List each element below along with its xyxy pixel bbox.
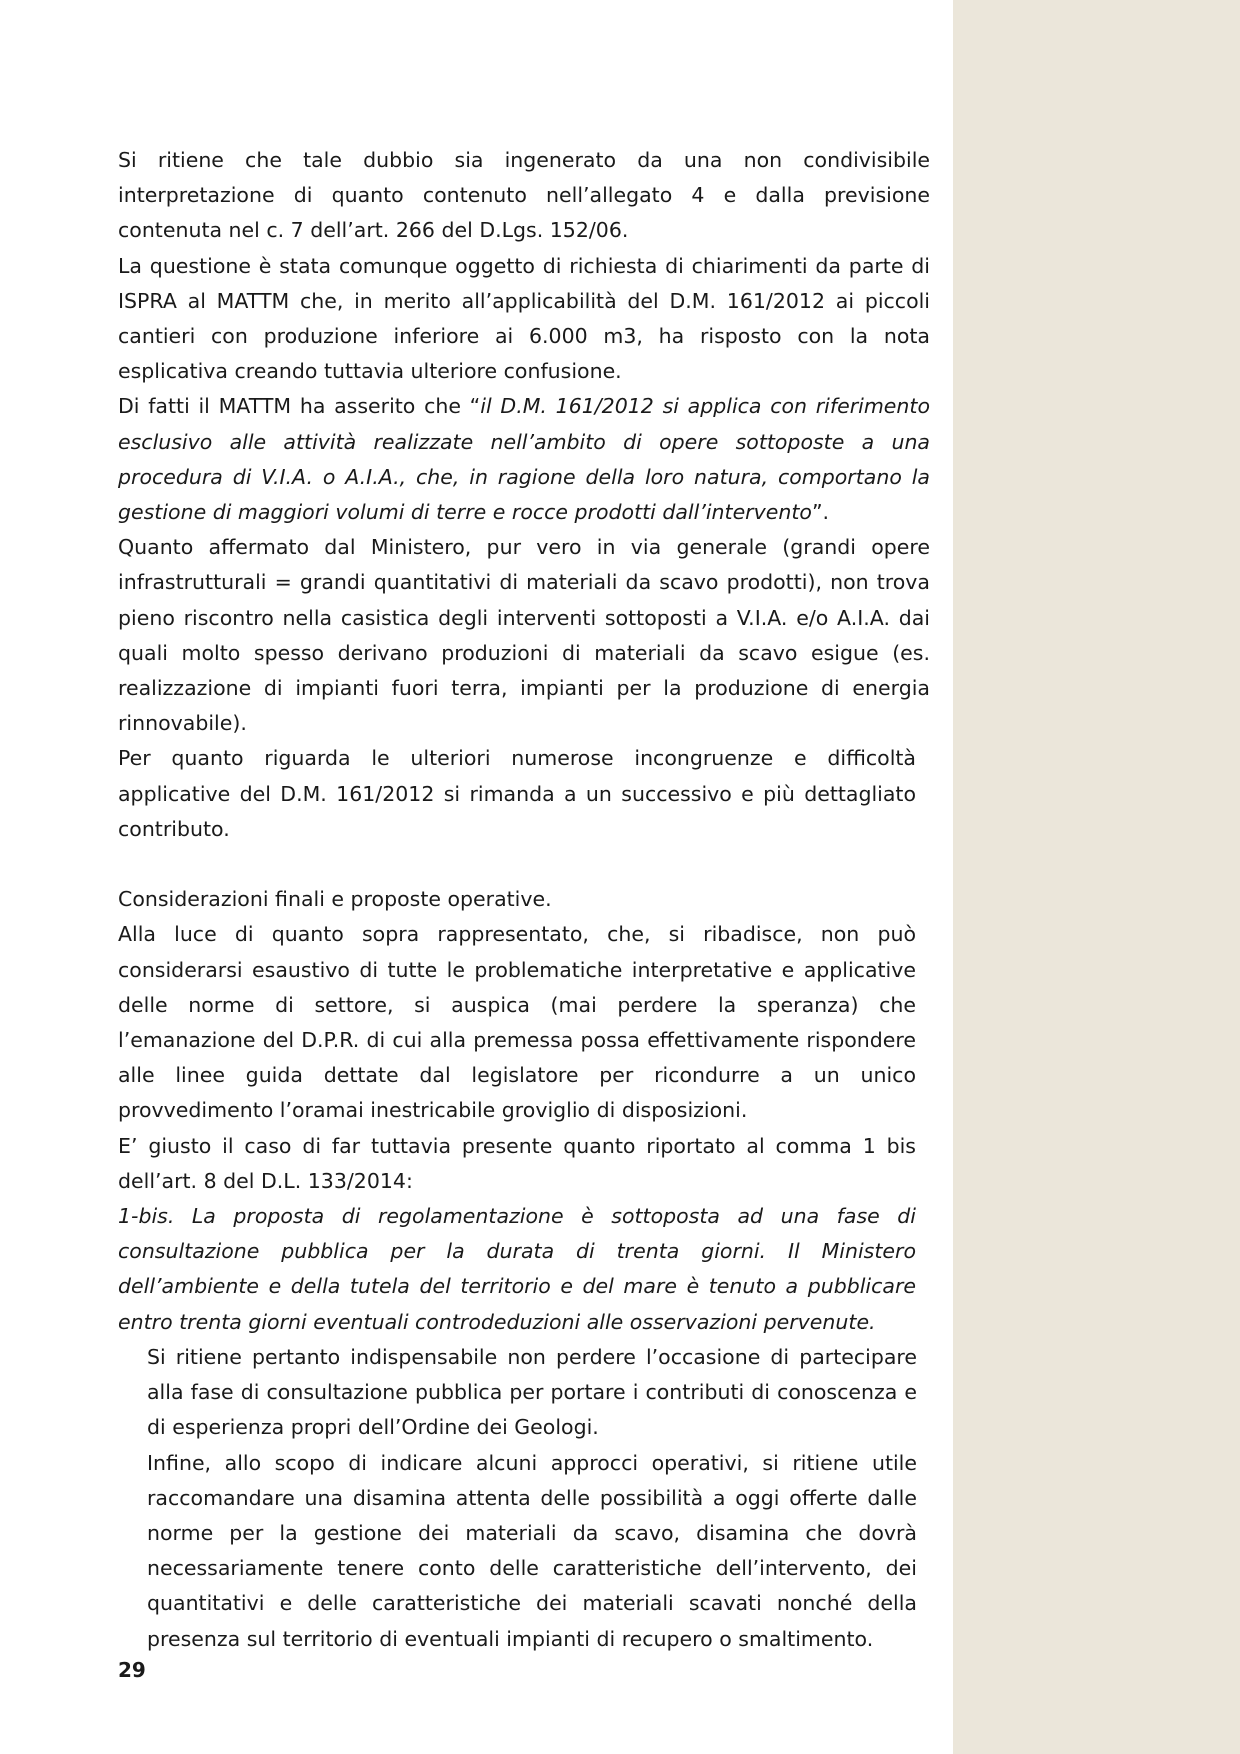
- paragraph-consultazione: Si ritiene pertanto indispensabile non perdere l’occasione di partecipare alla fase di consultazione pubblica per portare i contributi di conoscenza e di esperienza propri dell’Ordine dei Geologi.: [147, 1344, 917, 1440]
- page-number: 29: [118, 1658, 146, 1682]
- quote-prefix: Di fatti il MATTM ha asserito che “: [118, 394, 481, 419]
- section-column-one: [118, 143, 930, 741]
- blank-line: [118, 847, 916, 882]
- section-column-two: [118, 741, 916, 1339]
- page-body: [118, 143, 930, 1657]
- right-margin-band: [953, 0, 1240, 1754]
- paragraph-infine: Infine, allo scopo di indicare alcuni approcci operativi, si ritiene utile raccomandare una disamina attenta delle possibilità a oggi offerte dalle norme per la gestione dei materiali da scavo, disamina che dovrà necessariamente tenere conto delle caratteristiche dell’intervento, dei quantitativi e delle caratteristiche dei materiali scavati nonché della presenza sul territorio di eventuali impianti di recupero o smaltimento.: [147, 1450, 917, 1651]
- paragraph-incongruenze: Per quanto riguarda le ulteriori numerose incongruenze e difficoltà applicative del D.M. 161/2012 si rimanda a un successivo e più dettagliato contributo.: [118, 746, 916, 841]
- paragraph-comma: E’ giusto il caso di far tuttavia presente quanto riportato al comma 1 bis dell’art. 8 del D.L. 133/2014:: [118, 1133, 916, 1193]
- paragraph-ministero: Quanto affermato dal Ministero, pur vero in via generale (grandi opere infrastrutturali = grandi quantitativi di materiali da scavo prodotti), non trova pieno riscontro nella casistica degli interventi sottoposti a V.I.A. e/o A.I.A. dai quali molto spesso derivano produzioni di materiali da scavo esigue (es. realizzazione di impianti fuori terra, impianti per la produzione di energia rinnovabile).: [118, 535, 930, 736]
- paragraph-dubbio: Si ritiene che tale dubbio sia ingenerato da una non condivisibile interpretazione di quanto contenuto nell’allegato 4 e dalla previsione contenuta nel c. 7 dell’art. 266 del D.Lgs. 152/06.: [118, 148, 930, 243]
- paragraph-1-bis-quote: 1-bis. La proposta di regolamentazione è sottoposta ad una fase di consultazione pubblica per la durata di trenta giorni. Il Ministero dell’ambiente e della tutela del territorio e del mare è tenuto a pubblicare entro trenta giorni eventuali controdeduzioni alle osservazioni pervenute.: [118, 1204, 916, 1334]
- quote-suffix: ”.: [811, 500, 830, 525]
- paragraph-luce: Alla luce di quanto sopra rappresentato, che, si ribadisce, non può considerarsi esaustivo di tutte le problematiche interpretative e applicative delle norme di settore, si auspica (mai perdere la speranza) che l’emanazione del D.P.R. di cui alla premessa possa effettivamente rispondere alle linee guida dettate dal legislatore per ricondurre a un unico provvedimento l’oramai inestricabile groviglio di disposizioni.: [118, 922, 916, 1123]
- section-column-indented: [147, 1340, 917, 1657]
- paragraph-mattm-quote: [118, 389, 930, 530]
- paragraph-questione: La questione è stata comunque oggetto di richiesta di chiarimenti da parte di ISPRA al MATTM che, in merito all’applicabilità del D.M. 161/2012 ai piccoli cantieri con produzione inferiore ai 6.000 m3, ha risposto con la nota esplicativa creando tuttavia ulteriore confusione.: [118, 253, 930, 384]
- quote-text: il D.M. 161/2012 si applica con riferimento esclusivo alle attività realizzate nell’ambito di opere sottoposte a una procedura di V.I.A. o A.I.A., che, in ragione della loro natura, comportano la gestione di maggiori volumi di terre e rocce prodotti dall’intervento: [118, 394, 930, 525]
- section-heading: Considerazioni finali e proposte operative.: [118, 887, 552, 912]
